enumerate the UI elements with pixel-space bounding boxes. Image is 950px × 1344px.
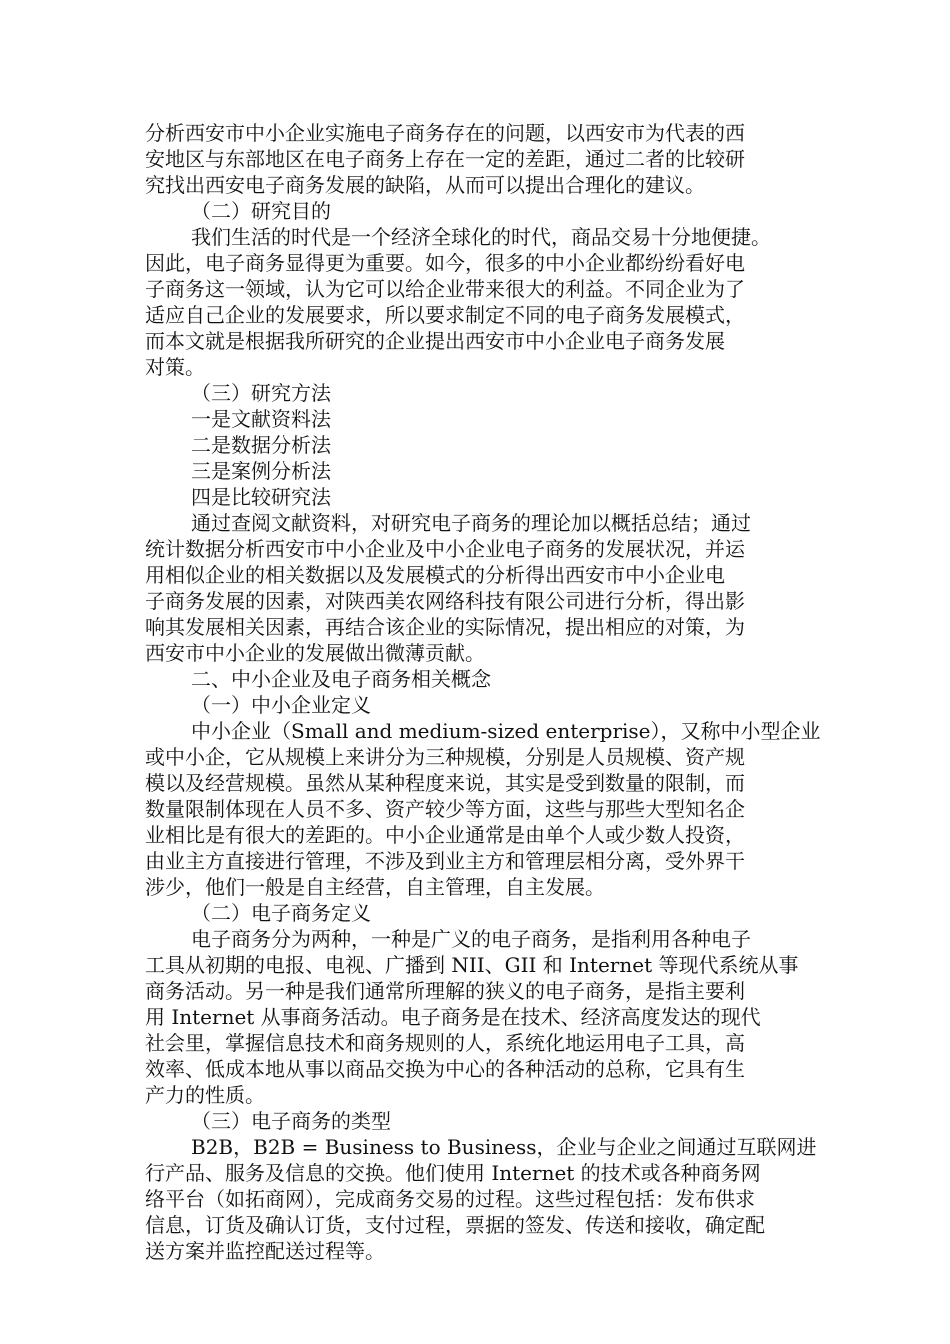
text-line: 子商务发展的因素，对陕西美农网络科技有限公司进行分析，得出影 xyxy=(145,589,745,613)
text-line: 由业主方直接进行管理，不涉及到业主方和管理层相分离，受外界干 xyxy=(145,849,745,873)
text-line: 信息，订货及确认订货，支付过程，票据的签发、传送和接收，确定配 xyxy=(145,1213,765,1237)
text-line: 商务活动。另一种是我们通常所理解的狭义的电子商务，是指主要利 xyxy=(145,979,745,1003)
text-line: 工具从初期的电报、电视、广播到 NII、GII 和 Internet 等现代系统从事 xyxy=(145,953,799,977)
text-line: 通过查阅文献资料，对研究电子商务的理论加以概括总结；通过 xyxy=(191,511,751,535)
text-line: 用 Internet 从事商务活动。电子商务是在技术、经济高度发达的现代 xyxy=(145,1005,761,1029)
text-line: （二）研究目的 xyxy=(191,199,331,223)
text-line: 子商务这一领域，认为它可以给企业带来很大的利益。不同企业为了 xyxy=(145,277,745,301)
text-line: 适应自己企业的发展要求，所以要求制定不同的电子商务发展模式， xyxy=(145,303,745,327)
text-line: 涉少，他们一般是自主经营，自主管理，自主发展。 xyxy=(145,875,605,899)
text-line: （三）研究方法 xyxy=(191,381,331,405)
text-line: 统计数据分析西安市中小企业及中小企业电子商务的发展状况，并运 xyxy=(145,537,745,561)
text-line: 模以及经营规模。虽然从某种程度来说，其实是受到数量的限制，而 xyxy=(145,771,745,795)
text-line: 中小企业（Small and medium-sized enterprise），又称中小型企业 xyxy=(191,719,821,743)
text-line: 究找出西安电子商务发展的缺陷，从而可以提出合理化的建议。 xyxy=(145,173,705,197)
text-line: 而本文就是根据我所研究的企业提出西安市中小企业电子商务发展 xyxy=(145,329,725,353)
text-line: 一是文献资料法 xyxy=(191,407,331,431)
text-line: 络平台（如拓商网），完成商务交易的过程。这些过程包括：发布供求 xyxy=(145,1187,755,1211)
text-line: 用相似企业的相关数据以及发展模式的分析得出西安市中小企业电 xyxy=(145,563,725,587)
text-line: 三是案例分析法 xyxy=(191,459,331,483)
text-line: 行产品、服务及信息的交换。他们使用 Internet 的技术或各种商务网 xyxy=(145,1161,761,1185)
text-line: 响其发展相关因素，再结合该企业的实际情况，提出相应的对策，为 xyxy=(145,615,745,639)
text-line: 电子商务分为两种，一种是广义的电子商务，是指利用各种电子 xyxy=(191,927,751,951)
text-line: B2B，B2B = Business to Business，企业与企业之间通过互联网进 xyxy=(191,1135,817,1159)
text-line: （三）电子商务的类型 xyxy=(191,1109,391,1133)
text-line: 二是数据分析法 xyxy=(191,433,331,457)
text-line: 产力的性质。 xyxy=(145,1083,265,1107)
text-line: 送方案并监控配送过程等。 xyxy=(145,1239,385,1263)
text-line: 西安市中小企业的发展做出微薄贡献。 xyxy=(145,641,485,665)
text-line: 因此，电子商务显得更为重要。如今，很多的中小企业都纷纷看好电 xyxy=(145,251,745,275)
text-line: 数量限制体现在人员不多、资产较少等方面，这些与那些大型知名企 xyxy=(145,797,745,821)
text-line: 分析西安市中小企业实施电子商务存在的问题，以西安市为代表的西 xyxy=(145,121,745,145)
text-line: 二、中小企业及电子商务相关概念 xyxy=(191,667,491,691)
text-line: 安地区与东部地区在电子商务上存在一定的差距，通过二者的比较研 xyxy=(145,147,745,171)
text-line: （二）电子商务定义 xyxy=(191,901,371,925)
text-line: 四是比较研究法 xyxy=(191,485,331,509)
text-line: 效率、低成本地从事以商品交换为中心的各种活动的总称，它具有生 xyxy=(145,1057,745,1081)
text-line: 我们生活的时代是一个经济全球化的时代，商品交易十分地便捷。 xyxy=(191,225,771,249)
text-line: 社会里，掌握信息技术和商务规则的人，系统化地运用电子工具，高 xyxy=(145,1031,745,1055)
document-body xyxy=(145,120,821,1264)
text-line: 业相比是有很大的差距的。中小企业通常是由单个人或少数人投资， xyxy=(145,823,745,847)
text-line: （一）中小企业定义 xyxy=(191,693,371,717)
text-line: 对策。 xyxy=(145,355,205,379)
text-line: 或中小企，它从规模上来讲分为三种规模，分别是人员规模、资产规 xyxy=(145,745,745,769)
